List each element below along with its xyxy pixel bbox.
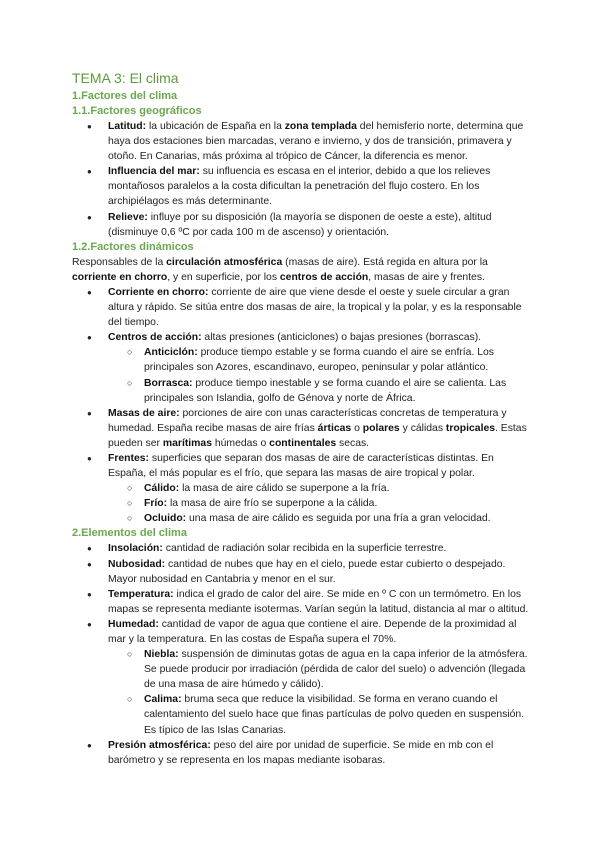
bold-term: Humedad:	[108, 618, 159, 630]
text-run: bruma seca que reduce la visibilidad. Se forma en verano cuando el calentamiento del suelo hace que finas partículas de polvo queden en suspensión. Es típico de las Islas Canarias.	[144, 694, 525, 736]
sub-list-item	[72, 692, 530, 737]
bold-term: centros de acción	[279, 271, 369, 283]
list-item	[72, 330, 530, 345]
bold-term: Cálido:	[144, 483, 180, 495]
text-run: cantidad de vapor de agua que contiene el aire. Depende de la proximidad al mar y la temperatura. En las costas de España supera el 70%.	[108, 618, 517, 645]
text-run: y cálidas	[399, 422, 446, 434]
text-run: superficies que separan dos masas de aire de características distintas. En España, el más popular es el frío, que separa las masas de aire tropical y polar.	[108, 452, 494, 480]
section-heading-elementos: 2.Elementos del clima	[72, 527, 187, 540]
bold-term: Ocluido:	[144, 513, 187, 525]
text-run: secas.	[336, 437, 370, 449]
bold-term: Calima:	[144, 694, 182, 706]
list-item	[72, 119, 530, 164]
bold-term: continentales	[269, 437, 337, 449]
sub-list-item	[72, 496, 530, 511]
bold-term: circulación atmosférica	[166, 256, 283, 268]
bold-term: zona templada	[284, 121, 357, 132]
bold-term: árticas	[317, 422, 352, 434]
text-run: suspensión de diminutas gotas de agua en la capa inferior de la atmósfera. Se puede producir por irradiación (pérdida de calor del suelo) o advención (llegada de una masa de aire húmedo y cálido).	[144, 649, 528, 691]
text-run: la masa de aire cálido se superpone a la fría.	[179, 483, 390, 495]
text-run: porciones de aire con unas características concretas de temperatura y humedad. España recibe masas de aire frías	[108, 407, 507, 434]
text-run: o	[351, 422, 363, 434]
list-item	[72, 557, 530, 587]
text-run: del hemisferio norte, determina que haya dos estaciones bien marcadas, verano e invierno, y dos de transición, primavera y otoño. En Canarias, más próxima al trópico de Cáncer, la diferencia es menor.	[108, 121, 524, 163]
text-run: corriente de aire que viene desde el oeste y suele circular a gran altura y rápido. Se sitúa entre dos masas de aire, la tropical y la polar, y es la responsable del tiempo.	[108, 286, 522, 329]
bold-term: Presión atmosférica:	[108, 739, 211, 751]
bold-term: Latitud:	[108, 121, 147, 132]
list-item	[72, 164, 530, 209]
list-elementos-clima	[72, 541, 530, 767]
text-run: . Estas pueden ser	[108, 422, 527, 449]
list-item	[72, 587, 530, 617]
page-title: TEMA 3: El clima	[72, 70, 179, 86]
text-run: una masa de aire cálido es seguida por una fría a gran velocidad.	[186, 513, 491, 525]
bold-term: Anticiclón:	[144, 347, 198, 359]
paragraph-intro-dinamicos	[72, 255, 530, 285]
bold-term: Relieve:	[108, 211, 148, 223]
bold-term: Frentes:	[108, 452, 149, 464]
list-item	[72, 210, 530, 240]
list-item	[72, 406, 530, 451]
list-item	[72, 285, 530, 330]
bold-term: tropicales	[445, 422, 496, 434]
section-heading-factores: 1.Factores del clima	[72, 90, 178, 102]
text-run: indica el grado de calor del aire. Se mide en º C con un termómetro. En los mapas se representa mediante isotermas. Varían según la latitud, distancia al mar o altitud.	[108, 588, 529, 615]
bold-term: polares	[362, 422, 400, 434]
text-run: (masas de aire). Está regida en altura por la	[282, 256, 488, 268]
sub-list-item	[72, 511, 530, 526]
text-run: la masa de aire frío se superpone a la cálida.	[167, 498, 378, 510]
text-run: , masas de aire y frentes.	[368, 271, 485, 283]
list-factores-dinamicos	[72, 285, 530, 527]
sub-list-item	[72, 481, 530, 496]
bold-term: Temperatura:	[108, 588, 174, 600]
bold-term: Insolación:	[108, 543, 163, 555]
subsection-heading-geograficos: 1.1.Factores geográficos	[72, 105, 202, 117]
list-item	[72, 617, 530, 647]
bold-term: Niebla:	[144, 649, 179, 661]
list-item	[72, 738, 530, 768]
text-run: la ubicación de España en la	[146, 121, 285, 132]
bold-term: Frío:	[144, 498, 168, 510]
sub-list-item	[72, 647, 530, 692]
bold-term: Nubosidad:	[108, 558, 166, 570]
text-run: altas presiones (anticiclones) o bajas presiones (borrascas).	[201, 332, 482, 344]
sub-list-item	[72, 345, 530, 375]
bold-term: Centros de acción:	[108, 332, 202, 344]
bold-term: Corriente en chorro:	[108, 286, 209, 298]
text-run: produce tiempo inestable y se forma cuando el aire se calienta. Las principales son Islandia, golfo de Génova y norte de África.	[144, 377, 507, 404]
list-item	[72, 451, 530, 481]
list-item	[72, 541, 530, 556]
text-run: húmedas o	[211, 437, 270, 449]
subsection-heading-dinamicos: 1.2.Factores dinámicos	[72, 240, 194, 253]
text-run: peso del aire por unidad de superficie. Se mide en mb con el barómetro y se representa en los mapas mediante isobaras.	[108, 739, 494, 766]
text-run: cantidad de nubes que hay en el cielo, puede estar cubierto o despejado. Mayor nubosidad en Cantabria y menor en el sur.	[108, 558, 506, 585]
bold-term: Masas de aire:	[108, 407, 180, 419]
text-run: influye por su disposición (la mayoría se disponen de oeste a este), altitud (disminuye 0,6 ºC por cada 100 m de ascenso) y orientación.	[108, 211, 492, 238]
bold-term: corriente en chorro	[72, 271, 168, 283]
bold-term: Influencia del mar:	[108, 166, 200, 178]
list-factores-geograficos	[72, 119, 530, 240]
sub-list-item	[72, 376, 530, 406]
text-run: produce tiempo estable y se forma cuando el aire se enfría. Los principales son Azores, escandinavo, europeo, peninsular y polar atlántico.	[144, 347, 494, 374]
text-run: cantidad de radiación solar recibida en la superficie terrestre.	[162, 543, 447, 555]
bold-term: Borrasca:	[144, 377, 193, 389]
text-run: su influencia es escasa en el interior, debido a que los relieves montañosos paralelos a la costa dificultan la penetración del flujo costero. En los archipiélagos es más determinante.	[108, 166, 491, 208]
bold-term: marítimas	[162, 437, 212, 449]
text-run: Responsables de la	[72, 256, 167, 268]
text-run: , y en superficie, por los	[167, 271, 280, 283]
